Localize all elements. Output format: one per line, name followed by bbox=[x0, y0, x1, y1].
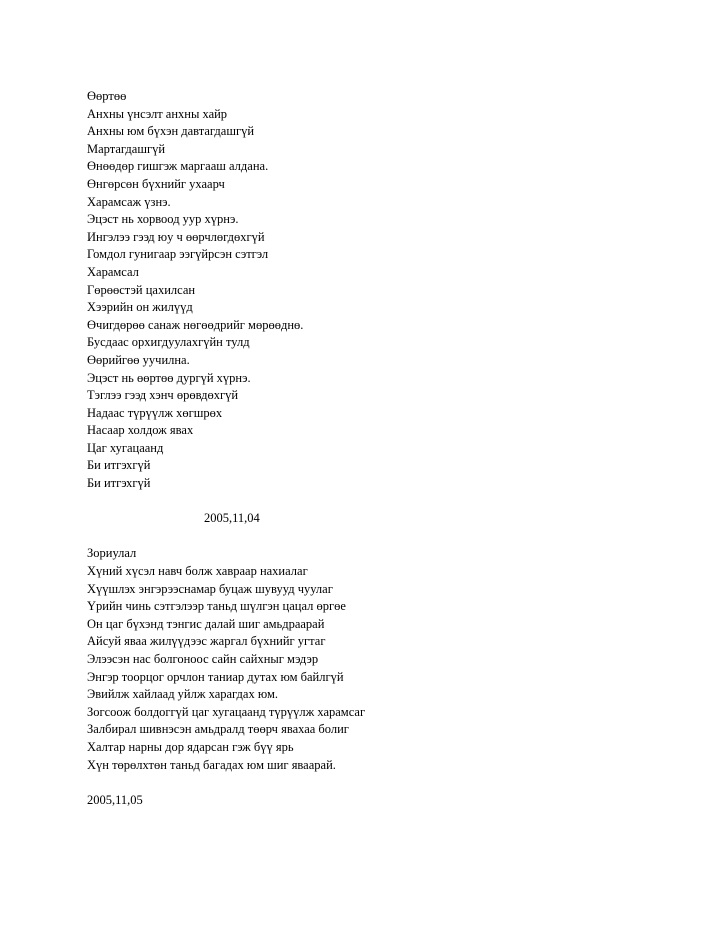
document-page bbox=[87, 88, 687, 809]
poem-title: Өөртөө bbox=[87, 89, 127, 103]
poem-line: Зогсоож болдоггүй цаг хугацаанд түрүүлж харамсаг bbox=[87, 704, 366, 719]
poem-line: Хээрийн он жилүүд bbox=[87, 300, 193, 315]
poem-line: Гомдол гунигаар ээгүйрсэн сэтгэл bbox=[87, 247, 269, 262]
blank-line bbox=[87, 774, 687, 792]
poem-line: Хүүшлэх энгэрээснамар буцаж шувууд чуулаг bbox=[87, 581, 333, 596]
poem-zoriulal bbox=[87, 545, 687, 809]
poem-line: Элээсэн нас болгоноос сайн сайхныг мэдэр bbox=[87, 652, 319, 666]
poem-line: Харамсал bbox=[87, 264, 139, 279]
poem-line: Ингэлээ гээд юу ч өөрчлөгдөхгүй bbox=[87, 229, 265, 244]
poem-line: Эвийлж хайлаад уйлж харагдах юм. bbox=[87, 687, 279, 702]
poem-line: Гөрөөстэй цахилсан bbox=[87, 282, 196, 297]
poem-line: Би итгэхгүй bbox=[87, 476, 151, 491]
poem-line: Залбирал шивнэсэн амьдралд төөрч явахаа болиг bbox=[87, 722, 349, 737]
poem-odortoo bbox=[87, 88, 687, 528]
poem-line: Тэглээ гээд хэнч өрөвдөхгүй bbox=[87, 388, 239, 403]
poem-line: Хүний хүсэл навч болж хавраар нахиалаг bbox=[87, 564, 308, 579]
poem-line: Би итгэхгүй bbox=[87, 458, 151, 473]
poem-line: Цаг хугацаанд bbox=[87, 440, 164, 455]
poem-line: Харамсаж үзнэ. bbox=[87, 194, 171, 209]
poem-line: Анхны юм бүхэн давтагдашгүй bbox=[87, 124, 255, 139]
poem-line: Өөрийгөө уучилна. bbox=[87, 352, 190, 367]
poem-line: Анхны үнсэлт анхны хайр bbox=[87, 106, 228, 121]
poem-line: Мартагдашгүй bbox=[87, 141, 166, 156]
poem-line: Өчигдөрөө санаж нөгөөдрийг мөрөөднө. bbox=[87, 317, 304, 332]
poem-line: Хүн төрөлхтөн таньд багадах юм шиг яваарай. bbox=[87, 757, 336, 772]
poem-line: Эцэст нь хорвоод уур хүрнэ. bbox=[87, 212, 239, 227]
poem-line: Өнгөрсөн бүхнийг ухаарч bbox=[87, 176, 225, 191]
poem-line: Үрийн чинь сэтгэлээр таньд шүлгэн цацал өргөе bbox=[87, 599, 346, 614]
poem-line: Бусдаас орхигдуулахгүйн тулд bbox=[87, 335, 250, 350]
blank-line bbox=[87, 528, 687, 546]
poem-lines bbox=[87, 106, 687, 493]
poem-line: Он цаг бүхэнд тэнгис далай шиг амьдраарай bbox=[87, 616, 325, 631]
poem-lines bbox=[87, 563, 687, 774]
poem-line: Айсуй яваа жилүүдээс жаргал бүхнийг угтаг bbox=[87, 634, 326, 649]
poem-date: 2005,11,05 bbox=[87, 792, 143, 807]
poem-line: Өнөөдөр гишгэж маргааш алдана. bbox=[87, 159, 269, 174]
poem-line: Надаас түрүүлж хөгшрөх bbox=[87, 405, 223, 420]
poem-line: Энгэр тоорцог орчлон таниар дутах юм байлгүй bbox=[87, 669, 344, 684]
blank-line bbox=[87, 493, 687, 511]
poem-date: 2005,11,04 bbox=[204, 511, 260, 526]
poem-line: Халтар нарны дор ядарсан гэж бүү ярь bbox=[87, 739, 294, 754]
poem-line: Эцэст нь өөртөө дургүй хүрнэ. bbox=[87, 370, 251, 385]
poem-title: Зориулал bbox=[87, 546, 137, 561]
poem-line: Насаар холдож явах bbox=[87, 423, 194, 438]
